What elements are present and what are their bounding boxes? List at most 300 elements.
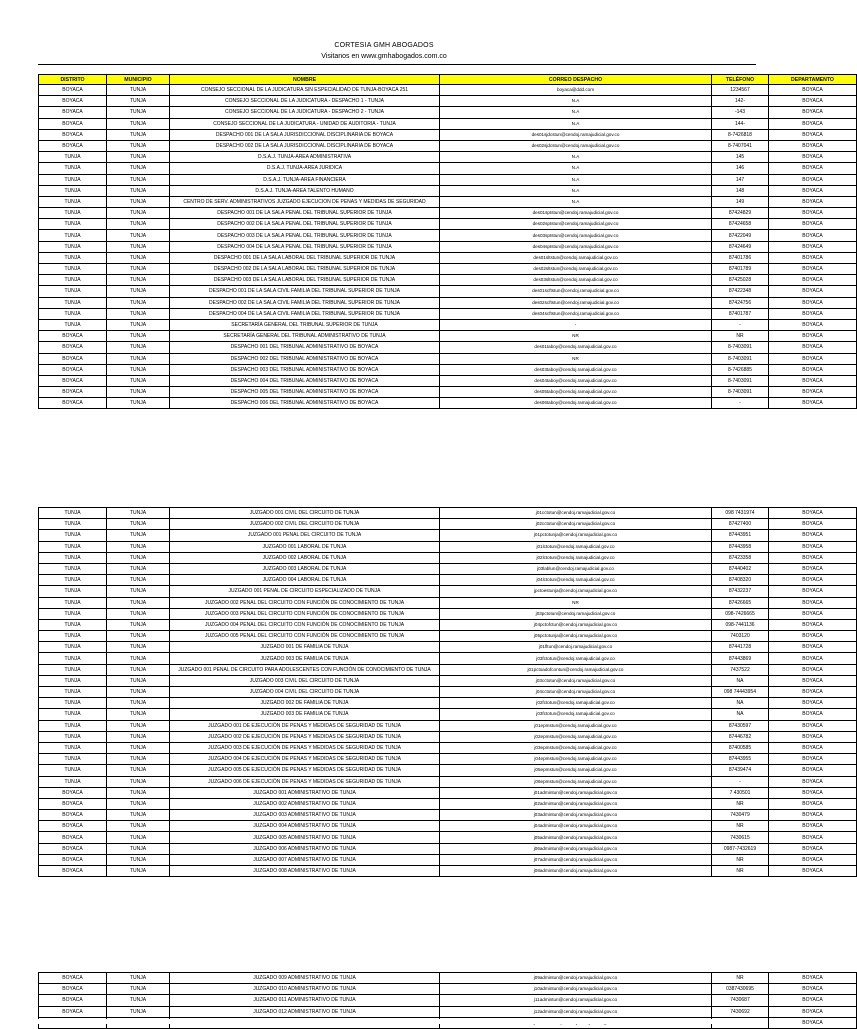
table-row <box>39 319 857 330</box>
cell-nombre: DESPACHO 001 DE LA SALA LABORAL DEL TRIBUNAL SUPERIOR DE TUNJA <box>170 252 440 263</box>
cell-nombre: JUZGADO 008 ADMINISTRATIVO DE TUNJA <box>170 866 440 877</box>
cell-distrito: TUNJA <box>39 519 107 530</box>
cell-municipio: TUNJA <box>107 608 170 619</box>
cell-nombre: JUZGADO 003 DE FAMILIA DE TUNJA <box>170 653 440 664</box>
cell-distrito: TUNJA <box>39 731 107 742</box>
cell-distrito: BOYACA <box>39 832 107 843</box>
cell-distrito: TUNJA <box>39 563 107 574</box>
cell-correo: N.A <box>440 118 712 129</box>
table-row <box>39 353 857 364</box>
cell-departamento: BOYACA <box>769 1006 857 1017</box>
cell-correo: des03sltstun@cendoj.ramajudicial.gov.co <box>440 275 712 286</box>
cell-municipio: TUNJA <box>107 552 170 563</box>
cell-departamento: BOYACA <box>769 541 857 552</box>
cell-distrito: BOYACA <box>39 1006 107 1017</box>
cell-telefono: 87440402 <box>712 563 769 574</box>
table-row <box>39 331 857 342</box>
col-telefono: TELÉFONO <box>712 75 769 85</box>
cell-departamento: BOYACA <box>769 854 857 865</box>
cell-nombre: JUZGADO 011 ADMINISTRATIVO DE TUNJA <box>170 995 440 1006</box>
header-title: CORTESIA GMH ABOGADOS <box>334 42 434 49</box>
cell-distrito: TUNJA <box>39 754 107 765</box>
cell-nombre: JUZGADO 003 CIVIL DEL CIRCUITO DE TUNJA <box>170 675 440 686</box>
cell-departamento: BOYACA <box>769 129 857 140</box>
cell-departamento: BOYACA <box>769 230 857 241</box>
cell-telefono: 7430615 <box>712 832 769 843</box>
cell-telefono: NR <box>712 821 769 832</box>
cell-distrito: TUNJA <box>39 219 107 230</box>
cell-telefono: 87425028 <box>712 275 769 286</box>
table-row <box>39 252 857 263</box>
cell-departamento: BOYACA <box>769 832 857 843</box>
cell-telefono: 146 <box>712 163 769 174</box>
table-row <box>39 832 857 843</box>
cell-departamento: BOYACA <box>769 1017 857 1028</box>
cell-correo: jpctoestunja@cendoj.ramajudicial.gov.co <box>440 586 712 597</box>
cell-departamento: BOYACA <box>769 275 857 286</box>
header-rule <box>38 64 756 65</box>
cell-departamento: BOYACA <box>769 698 857 709</box>
cell-telefono: 87424649 <box>712 241 769 252</box>
col-municipio: MUNICIPIO <box>107 75 170 85</box>
cell-telefono: NA <box>712 709 769 720</box>
cell-departamento: BOYACA <box>769 252 857 263</box>
cell-correo: des01sjdcstun@cendoj.ramajudicial.gov.co <box>440 129 712 140</box>
table-row <box>39 286 857 297</box>
cell-correo: j04epmstun@cendoj.ramajudicial.gov.co <box>440 754 712 765</box>
cell-municipio: TUNJA <box>107 319 170 330</box>
cell-nombre: DESPACHO 002 DE LA SALA CIVIL FAMILIA DEL TRIBUNAL SUPERIOR DE TUNJA <box>170 297 440 308</box>
cell-distrito: BOYACA <box>39 140 107 151</box>
cell-municipio: TUNJA <box>107 230 170 241</box>
cell-telefono: 87401787 <box>712 308 769 319</box>
cell-municipio: TUNJA <box>107 264 170 275</box>
cell-correo: des06taboy@cendoj.ramajudicial.gov.co <box>440 398 712 409</box>
cell-telefono: NA <box>712 698 769 709</box>
cell-telefono: 87426665 <box>712 597 769 608</box>
cell-nombre: JUZGADO 002 CIVIL DEL CIRCUITO DE TUNJA <box>170 519 440 530</box>
table-row <box>39 675 857 686</box>
table-row <box>39 508 857 519</box>
cell-municipio: TUNJA <box>107 843 170 854</box>
cell-distrito: TUNJA <box>39 185 107 196</box>
cell-telefono: 7430479 <box>712 810 769 821</box>
cell-correo: des03sptstun@cendoj.ramajudicial.gov.co <box>440 230 712 241</box>
cell-telefono: 145 <box>712 152 769 163</box>
cell-distrito: TUNJA <box>39 541 107 552</box>
cell-nombre: JUZGADO 003 LABORAL DE TUNJA <box>170 563 440 574</box>
table-row <box>39 608 857 619</box>
cell-correo: j01pctotunja@cendoj.ramajudicial.gov.co <box>440 530 712 541</box>
cell-distrito: BOYACA <box>39 821 107 832</box>
cell-correo: j03admintun@cendoj.ramajudicial.gov.co <box>440 810 712 821</box>
cell-distrito: TUNJA <box>39 675 107 686</box>
cell-telefono: - <box>712 319 769 330</box>
cell-municipio: TUNJA <box>107 675 170 686</box>
cell-nombre: JUZGADO 004 CIVIL DEL CIRCUITO DE TUNJA <box>170 687 440 698</box>
cell-nombre: JUZGADO 001 CIVIL DEL CIRCUITO DE TUNJA <box>170 508 440 519</box>
cell-correo: j02fctotun@cendoj.ramajudicial.gov.co <box>440 698 712 709</box>
cell-correo: N.A <box>440 163 712 174</box>
table-row <box>39 866 857 877</box>
cell-municipio: TUNJA <box>107 776 170 787</box>
cell-correo: j03fctotun@cendoj.ramajudicial.gov.co <box>440 653 712 664</box>
cell-departamento: BOYACA <box>769 687 857 698</box>
cell-distrito: TUNJA <box>39 308 107 319</box>
cell-telefono: 8-7407041 <box>712 140 769 151</box>
cell-nombre: JUZGADO 001 DE FAMILIA DE TUNJA <box>170 642 440 653</box>
table-row <box>39 821 857 832</box>
table-row <box>39 85 857 96</box>
table-row <box>39 597 857 608</box>
table-row <box>39 687 857 698</box>
cell-departamento: BOYACA <box>769 843 857 854</box>
cell-nombre: DESPACHO 002 DE LA SALA PENAL DEL TRIBUNAL SUPERIOR DE TUNJA <box>170 219 440 230</box>
col-correo: CORREO DESPACHO <box>440 75 712 85</box>
cell-departamento: BOYACA <box>769 519 857 530</box>
cell-telefono: 0387430695 <box>712 984 769 995</box>
cell-telefono: 87443955 <box>712 754 769 765</box>
cell-nombre: CENTRO DE SERV. ADMINISTRATIVOS JUZGADO EJECUCION DE PENAS Y MEDIDAS DE SEGURIDAD <box>170 196 440 207</box>
cell-distrito: BOYACA <box>39 810 107 821</box>
cell-telefono: 098-7426665 <box>712 608 769 619</box>
cell-distrito: TUNJA <box>39 619 107 630</box>
cell-correo: N.A <box>440 196 712 207</box>
cell-distrito: BOYACA <box>39 353 107 364</box>
cell-departamento: BOYACA <box>769 387 857 398</box>
cell-municipio: TUNJA <box>107 85 170 96</box>
cell-nombre: D.S.A.J. TUNJA-AREA FINANCIERA <box>170 174 440 185</box>
cell-municipio: TUNJA <box>107 984 170 995</box>
cell-departamento: BOYACA <box>769 196 857 207</box>
cell-telefono: 87443869 <box>712 653 769 664</box>
cell-telefono: NR <box>712 973 769 984</box>
cell-telefono: 87424756 <box>712 297 769 308</box>
cell-municipio: TUNJA <box>107 742 170 753</box>
cell-nombre: DESPACHO 003 DE LA SALA PENAL DEL TRIBUNAL SUPERIOR DE TUNJA <box>170 230 440 241</box>
cell-municipio: TUNJA <box>107 174 170 185</box>
cell-distrito: TUNJA <box>39 530 107 541</box>
cell-departamento: BOYACA <box>769 353 857 364</box>
cell-distrito: TUNJA <box>39 709 107 720</box>
cell-departamento: BOYACA <box>769 608 857 619</box>
cell-correo: N.A <box>440 96 712 107</box>
cell-correo: des04scftstun@cendoj.ramajudicial.gov.co <box>440 308 712 319</box>
cell-nombre: JUZGADO 001 DE EJECUCIÓN DE PENAS Y MEDIDAS DE SEGURIDAD DE TUNJA <box>170 720 440 731</box>
cell-distrito: TUNJA <box>39 742 107 753</box>
cell-nombre: JUZGADO 007 ADMINISTRATIVO DE TUNJA <box>170 854 440 865</box>
cell-departamento: BOYACA <box>769 776 857 787</box>
cell-nombre: DESPACHO 001 DE LA SALA PENAL DEL TRIBUNAL SUPERIOR DE TUNJA <box>170 208 440 219</box>
table-row <box>39 631 857 642</box>
table-row <box>39 619 857 630</box>
cell-distrito: BOYACA <box>39 96 107 107</box>
cell-telefono: - <box>712 398 769 409</box>
table-row <box>39 342 857 353</box>
cell-telefono: 7430687 <box>712 995 769 1006</box>
cell-correo: j01pctoadofcontun@cendoj.ramajudicial.gov.co <box>440 664 712 675</box>
cell-municipio: TUNJA <box>107 597 170 608</box>
cell-correo: j03lablun@cendoj.ramajudicial.gov.co <box>440 563 712 574</box>
cell-distrito: TUNJA <box>39 252 107 263</box>
cell-nombre: JUZGADO 006 DE EJECUCIÓN DE PENAS Y MEDIDAS DE SEGURIDAD DE TUNJA <box>170 776 440 787</box>
cell-municipio: TUNJA <box>107 331 170 342</box>
cell-municipio: TUNJA <box>107 364 170 375</box>
cell-correo: des02sltstun@cendoj.ramajudicial.gov.co <box>440 264 712 275</box>
table-row <box>39 995 857 1006</box>
cell-distrito: BOYACA <box>39 798 107 809</box>
cell-nombre: JUZGADO 005 PENAL DEL CIRCUITO CON FUNCIÓN DE CONOCIMIENTO DE TUNJA <box>170 631 440 642</box>
cell-departamento: BOYACA <box>769 219 857 230</box>
cell-correo: des04taboy@cendoj.ramajudicial.gov.co <box>440 375 712 386</box>
cell-municipio: TUNJA <box>107 810 170 821</box>
cell-municipio: TUNJA <box>107 297 170 308</box>
cell-municipio: TUNJA <box>107 387 170 398</box>
cell-telefono: 0987-7432619 <box>712 843 769 854</box>
table-row <box>39 754 857 765</box>
cell-nombre: JUZGADO 003 DE FAMILIA DE TUNJA <box>170 709 440 720</box>
cell-correo: des01sltstun@cendoj.ramajudicial.gov.co <box>440 252 712 263</box>
table-row <box>39 765 857 776</box>
cell-departamento: BOYACA <box>769 742 857 753</box>
cell-departamento: BOYACA <box>769 787 857 798</box>
cell-telefono: - <box>712 776 769 787</box>
table-row <box>39 1006 857 1017</box>
cell-distrito: BOYACA <box>39 984 107 995</box>
cell-departamento: BOYACA <box>769 619 857 630</box>
cell-distrito: TUNJA <box>39 642 107 653</box>
table-row <box>39 698 857 709</box>
cell-municipio: TUNJA <box>107 798 170 809</box>
cell-correo: j05pctotunja@cendoj.ramajudicial.gov.co <box>440 631 712 642</box>
cell-distrito: BOYACA <box>39 331 107 342</box>
cell-municipio: TUNJA <box>107 353 170 364</box>
table-row <box>39 398 857 409</box>
cell-correo: j04lctotun@cendoj.ramajudicial.gov.co <box>440 575 712 586</box>
cell-municipio: TUNJA <box>107 140 170 151</box>
cell-municipio: TUNJA <box>107 129 170 140</box>
cell-correo: j12admintun@cendoj.ramajudicial.gov.co <box>440 1006 712 1017</box>
cell-municipio: TUNJA <box>107 530 170 541</box>
table-row <box>39 219 857 230</box>
cell-nombre: JUZGADO 004 ADMINISTRATIVO DE TUNJA <box>170 821 440 832</box>
cell-nombre: DESPACHO 002 DE LA SALA LABORAL DEL TRIBUNAL SUPERIOR DE TUNJA <box>170 264 440 275</box>
cell-telefono: 87443951 <box>712 530 769 541</box>
cell-telefono: -143 <box>712 107 769 118</box>
cell-municipio: TUNJA <box>107 973 170 984</box>
cell-distrito: TUNJA <box>39 163 107 174</box>
cell-telefono: 87439474 <box>712 765 769 776</box>
cell-correo: j03fctotun@cendoj.ramajudicial.gov.co <box>440 709 712 720</box>
cell-nombre: SECRETARÍA GENERAL DEL TRIBUNAL SUPERIOR DE TUNJA <box>170 319 440 330</box>
cell-nombre: CONSEJO SECCIONAL DE LA JUDICATURA - DESPACHO 1 - TUNJA <box>170 96 440 107</box>
table-row <box>39 519 857 530</box>
table-row <box>39 196 857 207</box>
cell-municipio: TUNJA <box>107 631 170 642</box>
cell-nombre: JUZGADO 002 PENAL DEL CIRCUITO CON FUNCIÓN DE CONOCIMIENTO DE TUNJA <box>170 597 440 608</box>
cell-departamento: BOYACA <box>769 364 857 375</box>
table-row <box>39 152 857 163</box>
cell-municipio: TUNJA <box>107 821 170 832</box>
cell-municipio: TUNJA <box>107 995 170 1006</box>
cell-municipio: TUNJA <box>107 854 170 865</box>
cell-telefono: 7437522 <box>712 664 769 675</box>
cell-correo: j02epmstun@cendoj.ramajudicial.gov.co <box>440 731 712 742</box>
cell-municipio: TUNJA <box>107 586 170 597</box>
cell-municipio: TUNJA <box>107 563 170 574</box>
page-edge <box>0 1019 768 1024</box>
cell-distrito: BOYACA <box>39 995 107 1006</box>
cell-municipio: TUNJA <box>107 196 170 207</box>
cell-distrito: BOYACA <box>39 364 107 375</box>
cell-correo: des02sjdcstun@cendoj.ramajudicial.gov.co <box>440 140 712 151</box>
cell-correo: j06admintun@cendoj.ramajudicial.gov.co <box>440 843 712 854</box>
cell-municipio: TUNJA <box>107 664 170 675</box>
cell-municipio: TUNJA <box>107 398 170 409</box>
cell-departamento: BOYACA <box>769 642 857 653</box>
table-row <box>39 552 857 563</box>
cell-telefono: 87424829 <box>712 208 769 219</box>
cell-distrito: TUNJA <box>39 631 107 642</box>
table-row <box>39 664 857 675</box>
cell-telefono: 87443958 <box>712 541 769 552</box>
cell-departamento: BOYACA <box>769 241 857 252</box>
table-row <box>39 642 857 653</box>
cell-nombre: DESPACHO 003 DE LA SALA LABORAL DEL TRIBUNAL SUPERIOR DE TUNJA <box>170 275 440 286</box>
table-row <box>39 541 857 552</box>
cell-departamento: BOYACA <box>769 308 857 319</box>
cell-correo: des02sptstun@cendoj.ramajudicial.gov.co <box>440 219 712 230</box>
table-row <box>39 575 857 586</box>
cell-distrito: TUNJA <box>39 575 107 586</box>
cell-nombre: JUZGADO 003 DE EJECUCIÓN DE PENAS Y MEDIDAS DE SEGURIDAD DE TUNJA <box>170 742 440 753</box>
cell-municipio: TUNJA <box>107 96 170 107</box>
cell-departamento: BOYACA <box>769 709 857 720</box>
cell-telefono: 8-7426818 <box>712 129 769 140</box>
cell-telefono: 8-7403091 <box>712 375 769 386</box>
cell-nombre: JUZGADO 002 ADMINISTRATIVO DE TUNJA <box>170 798 440 809</box>
cell-nombre: JUZGADO 001 ADMINISTRATIVO DE TUNJA <box>170 787 440 798</box>
cell-nombre: JUZGADO 002 DE FAMILIA DE TUNJA <box>170 698 440 709</box>
cell-distrito: TUNJA <box>39 230 107 241</box>
table-row <box>39 241 857 252</box>
cell-nombre: CONSEJO SECCIONAL DE LA JUDICATURA - UNIDAD DE AUDITORIA - TUNJA <box>170 118 440 129</box>
cell-nombre: JUZGADO 001 PENAL DE CIRCUITO ESPECIALIZADO DE TUNJA <box>170 586 440 597</box>
cell-telefono: 87423358 <box>712 552 769 563</box>
cell-correo: des01scftstun@cendoj.ramajudicial.gov.co <box>440 286 712 297</box>
cell-nombre: D.S.A.J. TUNJA-AREA TALENTO HUMANO <box>170 185 440 196</box>
cell-distrito: TUNJA <box>39 664 107 675</box>
cell-nombre: JUZGADO 004 LABORAL DE TUNJA <box>170 575 440 586</box>
cell-departamento: BOYACA <box>769 185 857 196</box>
table-row <box>39 140 857 151</box>
cell-nombre: DESPACHO 005 DEL TRIBUNAL ADMINISTRATIVO DE BOYACA <box>170 387 440 398</box>
table-row <box>39 854 857 865</box>
cell-municipio: TUNJA <box>107 375 170 386</box>
cell-departamento: BOYACA <box>769 118 857 129</box>
col-distrito: DISTRITO <box>39 75 107 85</box>
cell-correo: j01fltun@cendoj.ramajudicial.gov.co <box>440 642 712 653</box>
cell-telefono: 098-7441136 <box>712 619 769 630</box>
cell-municipio: TUNJA <box>107 519 170 530</box>
cell-telefono: 098 74443954 <box>712 687 769 698</box>
cell-nombre: JUZGADO 004 PENAL DEL CIRCUITO CON FUNCIÓN DE CONOCIMIENTO DE TUNJA <box>170 619 440 630</box>
cell-municipio: TUNJA <box>107 832 170 843</box>
cell-correo: des02scftstun@cendoj.ramajudicial.gov.co <box>440 297 712 308</box>
table-row <box>39 731 857 742</box>
cell-telefono: 87432237 <box>712 586 769 597</box>
cell-departamento: BOYACA <box>769 96 857 107</box>
table-row <box>39 984 857 995</box>
table-row <box>39 798 857 809</box>
cell-correo: des01taboy@cendoj.ramajudicial.gov.co <box>440 342 712 353</box>
cell-correo: j07admintun@cendoj.ramajudicial.gov.co <box>440 854 712 865</box>
cell-telefono: 87422049 <box>712 230 769 241</box>
cell-distrito: BOYACA <box>39 375 107 386</box>
cell-nombre: DESPACHO 004 DE LA SALA CIVIL FAMILIA DEL TRIBUNAL SUPERIOR DE TUNJA <box>170 308 440 319</box>
table-row <box>39 843 857 854</box>
cell-municipio: TUNJA <box>107 163 170 174</box>
cell-telefono: 87408320 <box>712 575 769 586</box>
cell-municipio: TUNJA <box>107 642 170 653</box>
cell-departamento: BOYACA <box>769 174 857 185</box>
cell-municipio: TUNJA <box>107 698 170 709</box>
cell-distrito: TUNJA <box>39 241 107 252</box>
cell-municipio: TUNJA <box>107 787 170 798</box>
cell-telefono: 8-7403091 <box>712 342 769 353</box>
cell-correo: NR <box>440 331 712 342</box>
cell-nombre: SECRETARÍA GENERAL DEL TRIBUNAL ADMINISTRATIVO DE TUNJA <box>170 331 440 342</box>
cell-municipio: TUNJA <box>107 241 170 252</box>
cell-municipio: TUNJA <box>107 687 170 698</box>
cell-municipio: TUNJA <box>107 765 170 776</box>
cell-departamento: BOYACA <box>769 163 857 174</box>
cell-distrito: TUNJA <box>39 765 107 776</box>
cell-departamento: BOYACA <box>769 984 857 995</box>
cell-correo: j01lctotun@cendoj.ramajudicial.gov.co <box>440 541 712 552</box>
cell-departamento: BOYACA <box>769 398 857 409</box>
table-row <box>39 364 857 375</box>
cell-correo: des04sptstun@cendoj.ramajudicial.gov.co <box>440 241 712 252</box>
cell-telefono: 8-7403091 <box>712 353 769 364</box>
cell-nombre: JUZGADO 009 ADMINISTRATIVO DE TUNJA <box>170 973 440 984</box>
cell-nombre: DESPACHO 001 DE LA SALA JURISDICCIONAL DISCIPLINARIA DE BOYACA <box>170 129 440 140</box>
cell-nombre: JUZGADO 001 PENAL DEL CIRCUITO DE TUNJA <box>170 530 440 541</box>
cell-correo: boyaca@ddd.com <box>440 85 712 96</box>
cell-telefono: 142- <box>712 96 769 107</box>
cell-municipio: TUNJA <box>107 208 170 219</box>
cell-distrito: BOYACA <box>39 129 107 140</box>
cell-departamento: BOYACA <box>769 152 857 163</box>
table-row <box>39 297 857 308</box>
cell-departamento: BOYACA <box>769 597 857 608</box>
cell-distrito: BOYACA <box>39 85 107 96</box>
directory-table-2 <box>38 507 857 877</box>
cell-correo: j02admintun@cendoj.ramajudicial.gov.co <box>440 798 712 809</box>
cell-correo: j03epmstun@cendoj.ramajudicial.gov.co <box>440 742 712 753</box>
cell-nombre: JUZGADO 001 LABORAL DE TUNJA <box>170 541 440 552</box>
table-header-row <box>39 75 857 85</box>
cell-nombre: DESPACHO 006 DEL TRIBUNAL ADMINISTRATIVO DE BOYACA <box>170 398 440 409</box>
cell-departamento: BOYACA <box>769 342 857 353</box>
cell-correo: j06epmstun@cendoj.ramajudicial.gov.co <box>440 776 712 787</box>
cell-departamento: BOYACA <box>769 331 857 342</box>
cell-correo: j03pctotun@cendoj.ramajudicial.gov.co <box>440 608 712 619</box>
header-website: Visitanos en www.gmhabogados.com.co <box>321 53 447 60</box>
cell-departamento: BOYACA <box>769 586 857 597</box>
table-row <box>39 118 857 129</box>
cell-municipio: TUNJA <box>107 720 170 731</box>
